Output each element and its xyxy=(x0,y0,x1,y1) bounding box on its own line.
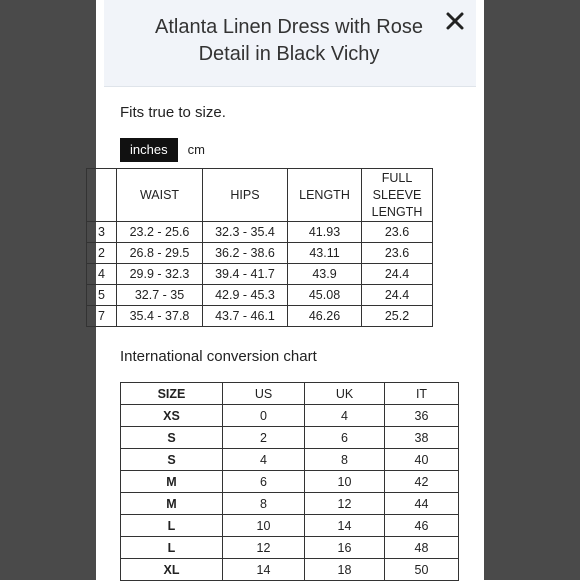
size-table-header-row xyxy=(87,169,433,222)
table-row xyxy=(121,537,459,559)
table-cell: M xyxy=(121,493,223,515)
table-cell: 43.11 xyxy=(288,243,362,264)
table-cell: 12 xyxy=(223,537,305,559)
table-cell: 4 xyxy=(305,405,385,427)
unit-inches-button[interactable]: inches xyxy=(120,138,178,162)
table-cell: 46 xyxy=(385,515,459,537)
table-cell: 24.4 xyxy=(362,285,433,306)
table-cell: 39.4 - 41.7 xyxy=(203,264,288,285)
table-row xyxy=(121,449,459,471)
table-cell: 18 xyxy=(305,559,385,581)
table-cell: S xyxy=(121,427,223,449)
table-cell: L xyxy=(121,515,223,537)
conv-header-us: US xyxy=(223,383,305,405)
table-cell: 43.9 xyxy=(288,264,362,285)
table-row xyxy=(121,515,459,537)
table-cell: 12 xyxy=(305,493,385,515)
unit-toggle xyxy=(120,138,215,162)
table-row xyxy=(121,427,459,449)
table-row xyxy=(121,471,459,493)
modal-title-line-2: Detail in Black Vichy xyxy=(198,43,380,65)
fit-note: Fits true to size. xyxy=(120,104,226,121)
table-cell: 43.7 - 46.1 xyxy=(203,306,288,327)
table-cell: 45.08 xyxy=(288,285,362,306)
table-cell: 0 xyxy=(223,405,305,427)
table-cell: M xyxy=(121,471,223,493)
table-row xyxy=(87,285,433,306)
background-right xyxy=(484,0,580,580)
table-cell: 32.7 - 35 xyxy=(117,285,203,306)
table-row xyxy=(87,306,433,327)
table-cell: 23.6 xyxy=(362,222,433,243)
table-cell: 25.2 xyxy=(362,306,433,327)
table-cell: 23.2 - 25.6 xyxy=(117,222,203,243)
table-cell: 35.4 - 37.8 xyxy=(117,306,203,327)
table-cell: 42 xyxy=(385,471,459,493)
table-cell: 40 xyxy=(385,449,459,471)
size-header-full-sleeve-length: FULL SLEEVE LENGTH xyxy=(362,169,433,222)
table-cell: 24.4 xyxy=(362,264,433,285)
table-cell: 32.3 - 35.4 xyxy=(203,222,288,243)
modal-header xyxy=(104,0,476,87)
table-cell: 41.93 xyxy=(288,222,362,243)
table-cell: 8 xyxy=(305,449,385,471)
size-header-cell xyxy=(87,169,117,222)
table-cell: 36 xyxy=(385,405,459,427)
table-cell: 8 xyxy=(223,493,305,515)
size-header-waist: WAIST xyxy=(117,169,203,222)
table-cell: XS xyxy=(121,405,223,427)
table-cell: 10 xyxy=(223,515,305,537)
table-row xyxy=(87,222,433,243)
modal-title xyxy=(134,14,444,68)
table-cell: 48 xyxy=(385,537,459,559)
table-cell: 6 xyxy=(223,471,305,493)
table-cell: 26.8 - 29.5 xyxy=(117,243,203,264)
table-cell: 5 xyxy=(87,285,117,306)
table-row xyxy=(87,243,433,264)
table-cell: 38 xyxy=(385,427,459,449)
conversion-chart-title: International conversion chart xyxy=(120,348,317,365)
table-cell: 4 xyxy=(223,449,305,471)
size-header-hips: HIPS xyxy=(203,169,288,222)
close-icon xyxy=(444,10,466,32)
conv-header-it: IT xyxy=(385,383,459,405)
table-cell: 2 xyxy=(223,427,305,449)
table-cell: 29.9 - 32.3 xyxy=(117,264,203,285)
table-cell: 36.2 - 38.6 xyxy=(203,243,288,264)
conv-header-size: SIZE xyxy=(121,383,223,405)
table-cell: 6 xyxy=(305,427,385,449)
conversion-header-row xyxy=(121,383,459,405)
table-cell: 10 xyxy=(305,471,385,493)
table-cell: 14 xyxy=(223,559,305,581)
table-cell: 3 xyxy=(87,222,117,243)
size-header-length: LENGTH xyxy=(288,169,362,222)
conversion-table xyxy=(120,382,459,581)
table-cell: XL xyxy=(121,559,223,581)
table-cell: 2 xyxy=(87,243,117,264)
table-row xyxy=(121,559,459,581)
unit-cm-button[interactable]: cm xyxy=(187,142,205,157)
table-row xyxy=(87,264,433,285)
table-row xyxy=(121,405,459,427)
close-button[interactable] xyxy=(444,10,466,32)
table-cell: 16 xyxy=(305,537,385,559)
conv-header-uk: UK xyxy=(305,383,385,405)
size-table xyxy=(86,168,433,327)
table-cell: 7 xyxy=(87,306,117,327)
background-left xyxy=(0,0,96,580)
table-cell: L xyxy=(121,537,223,559)
table-cell: 23.6 xyxy=(362,243,433,264)
table-cell: 42.9 - 45.3 xyxy=(203,285,288,306)
size-guide-modal xyxy=(98,0,476,580)
table-cell: 4 xyxy=(87,264,117,285)
table-cell: 14 xyxy=(305,515,385,537)
modal-title-line-1: Atlanta Linen Dress with Rose xyxy=(155,16,423,38)
table-cell: 50 xyxy=(385,559,459,581)
table-cell: 44 xyxy=(385,493,459,515)
table-row xyxy=(121,493,459,515)
table-cell: S xyxy=(121,449,223,471)
table-cell: 46.26 xyxy=(288,306,362,327)
